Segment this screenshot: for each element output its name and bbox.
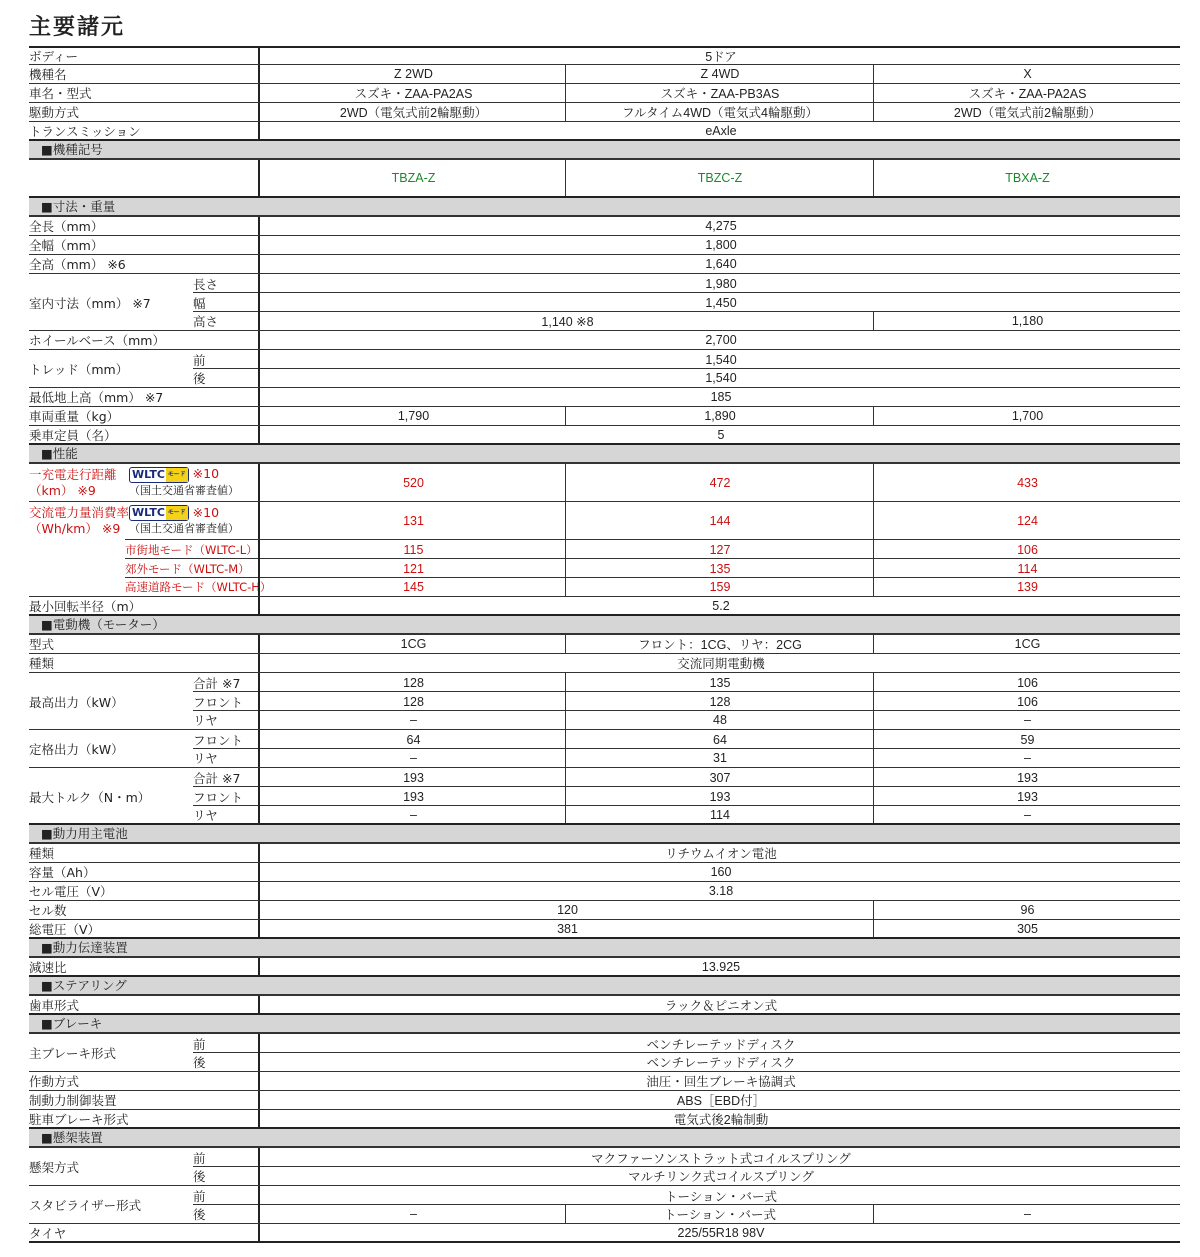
value-all: ABS［EBD付］ bbox=[258, 1091, 1182, 1109]
value-z4wd: 127 bbox=[565, 540, 874, 559]
row-type bbox=[29, 84, 1180, 103]
value-all: 1,540 bbox=[258, 350, 1182, 369]
row-label: 最小回転半径（m） bbox=[29, 598, 142, 614]
value-x: – bbox=[873, 1205, 1181, 1223]
group-label: 最大トルク（N・m） bbox=[29, 789, 151, 805]
section-title: ■ブレーキ bbox=[41, 1016, 103, 1031]
row-wheelbase bbox=[29, 331, 1180, 350]
row-label: 減速比 bbox=[29, 959, 67, 975]
section-header bbox=[29, 939, 1180, 958]
value-z2wd: 1CG bbox=[258, 635, 567, 653]
row-cells bbox=[29, 901, 1180, 920]
group-label: トレッド（mm） bbox=[29, 362, 129, 377]
row-label: 制動力制御装置 bbox=[29, 1093, 117, 1108]
section-title: ■懸架装置 bbox=[41, 1130, 103, 1145]
section-title: ■機種記号 bbox=[41, 142, 103, 157]
value-all: 5ドア bbox=[258, 48, 1182, 64]
value-z4wd: 128 bbox=[565, 692, 874, 711]
value-z4wd: 307 bbox=[565, 768, 874, 787]
row-max-output-total bbox=[29, 673, 1180, 692]
row-cell-voltage bbox=[29, 882, 1180, 901]
sub-label: フロント bbox=[193, 789, 244, 805]
row-label: 種類 bbox=[29, 656, 55, 671]
row-label: 全長（mm） bbox=[29, 219, 104, 234]
row-label: 機種名 bbox=[29, 67, 67, 82]
group-label: 懸架方式 bbox=[29, 1160, 80, 1175]
row-stabilizer-rear bbox=[29, 1205, 1180, 1224]
row-battery-capacity bbox=[29, 863, 1180, 882]
row-label: 型式 bbox=[29, 637, 55, 652]
value-z4wd: Z 4WD bbox=[565, 65, 874, 83]
value-all: マルチリンク式コイルスプリング bbox=[258, 1167, 1182, 1185]
value-z4wd: TBZC-Z bbox=[565, 160, 874, 196]
section-title: ■電動機（モーター） bbox=[41, 617, 165, 632]
row-label: 作動方式 bbox=[29, 1074, 80, 1089]
section-title: ■動力伝達装置 bbox=[41, 940, 128, 955]
value-z2wd: Z 2WD bbox=[258, 65, 567, 83]
row-brake-control bbox=[29, 1091, 1180, 1110]
value-z2wd: – bbox=[258, 806, 567, 823]
value-all: 1,450 bbox=[258, 293, 1182, 312]
value-z4wd: フルタイム4WD（電気式4輪駆動） bbox=[565, 103, 874, 121]
value-all: 225/55R18 98V bbox=[258, 1224, 1182, 1241]
row-label: 車名・型式 bbox=[29, 86, 92, 101]
row-brake-front bbox=[29, 1034, 1180, 1053]
wltc-mode-badge-icon bbox=[129, 467, 189, 483]
value-z4wd: 48 bbox=[565, 711, 874, 729]
sub-label: 後 bbox=[193, 371, 206, 386]
row-label: ボディー bbox=[29, 49, 79, 64]
value-all: 13.925 bbox=[258, 958, 1182, 975]
value-all: 4,275 bbox=[258, 217, 1182, 235]
section-title: ■性能 bbox=[41, 446, 78, 461]
row-label: セル数 bbox=[29, 903, 67, 918]
group-label: 主ブレーキ形式 bbox=[29, 1046, 117, 1061]
value-z2wd: – bbox=[258, 749, 567, 767]
row-label: 乗車定員（名） bbox=[29, 427, 117, 443]
wltc-mode-text: モード bbox=[166, 468, 188, 482]
value-x: 139 bbox=[873, 578, 1181, 596]
value-x: 1,180 bbox=[873, 312, 1181, 330]
sub-label: 合計 ※7 bbox=[193, 770, 241, 786]
value-all: ベンチレーテッドディスク bbox=[258, 1034, 1182, 1053]
page-title: 主要諸元 bbox=[29, 15, 126, 40]
value-x: 193 bbox=[873, 768, 1181, 787]
row-max-torque-rear bbox=[29, 806, 1180, 825]
row-motor-type bbox=[29, 635, 1180, 654]
row-length bbox=[29, 217, 1180, 236]
group-label: 定格出力（kW） bbox=[29, 742, 124, 757]
row-label: 総電圧（V） bbox=[29, 921, 101, 937]
perf-label-line1: 交流電力量消費率 bbox=[29, 505, 130, 520]
row-turning-radius bbox=[29, 597, 1180, 616]
row-battery-kind bbox=[29, 844, 1180, 863]
value-z2wd: スズキ・ZAA-PA2AS bbox=[258, 84, 567, 102]
row-label: 種類 bbox=[29, 846, 55, 861]
value-all: 1,980 bbox=[258, 274, 1182, 293]
value-all: トーション・バー式 bbox=[258, 1186, 1182, 1205]
sub-label: 前 bbox=[193, 1036, 206, 1052]
value-z2wd: 1,790 bbox=[258, 407, 567, 425]
sub-label: リヤ bbox=[193, 751, 218, 766]
value-all: 1,540 bbox=[258, 369, 1182, 387]
perf-label bbox=[29, 502, 130, 540]
section-header bbox=[29, 1015, 1180, 1034]
footnote-ref: ※10 bbox=[192, 504, 220, 520]
row-label: 最低地上高（mm） ※7 bbox=[29, 390, 164, 405]
value-all: リチウムイオン電池 bbox=[258, 844, 1182, 862]
value-x: 96 bbox=[873, 901, 1181, 919]
row-capacity bbox=[29, 426, 1180, 445]
row-weight bbox=[29, 407, 1180, 426]
value-z: 381 bbox=[258, 920, 875, 937]
value-z2wd: 193 bbox=[258, 768, 567, 787]
row-gear-type bbox=[29, 996, 1180, 1015]
row-label: 容量（Ah） bbox=[29, 865, 96, 880]
value-all: 185 bbox=[258, 388, 1182, 406]
value-z2wd: 128 bbox=[258, 692, 567, 711]
value-all: ベンチレーテッドディスク bbox=[258, 1053, 1182, 1071]
perf-label bbox=[29, 464, 127, 501]
row-mode-highway bbox=[29, 578, 1180, 597]
value-z2wd: 2WD（電気式前2輪駆動） bbox=[258, 103, 567, 121]
value-z4wd: 135 bbox=[565, 673, 874, 692]
sub-label: リヤ bbox=[193, 807, 218, 823]
wltc-sub-note: （国土交通省審査値） bbox=[129, 483, 239, 497]
value-z4wd: 114 bbox=[565, 806, 874, 823]
mode-label: 市街地モード（WLTC-L） bbox=[125, 542, 258, 557]
value-all: 2,700 bbox=[258, 331, 1182, 349]
value-all: 5 bbox=[258, 426, 1182, 443]
value-x: – bbox=[873, 711, 1181, 729]
section-header bbox=[29, 1129, 1180, 1148]
row-label: 歯車形式 bbox=[29, 997, 80, 1013]
value-z2wd: 520 bbox=[258, 464, 567, 501]
value-z2wd: 193 bbox=[258, 787, 567, 806]
section-header bbox=[29, 825, 1180, 844]
value-all: ラック＆ピニオン式 bbox=[258, 996, 1182, 1013]
row-max-output-rear bbox=[29, 711, 1180, 730]
row-consumption bbox=[29, 502, 1180, 540]
value-x: 106 bbox=[873, 692, 1181, 711]
mode-label: 高速道路モード（WLTC-H） bbox=[125, 580, 272, 594]
wltc-note bbox=[129, 464, 257, 501]
value-x: X bbox=[873, 65, 1181, 83]
sub-label: 後 bbox=[193, 1169, 206, 1184]
value-x: 2WD（電気式前2輪駆動） bbox=[873, 103, 1181, 121]
section-title: ■寸法・重量 bbox=[41, 199, 116, 214]
value-z4wd: 193 bbox=[565, 787, 874, 806]
value-z4wd: 1,890 bbox=[565, 407, 874, 425]
group-label: 室内寸法（mm） ※7 bbox=[29, 295, 151, 311]
section-title: ■ステアリング bbox=[41, 978, 127, 993]
sub-label: 後 bbox=[193, 1055, 206, 1070]
value-z2wd: 131 bbox=[258, 502, 567, 540]
row-total-voltage bbox=[29, 920, 1180, 939]
value-z2wd: – bbox=[258, 1205, 567, 1223]
row-interior-length bbox=[29, 274, 1180, 293]
value-z4wd: フロント：1CG、リヤ：2CG bbox=[565, 635, 874, 653]
value-z4wd: 31 bbox=[565, 749, 874, 767]
row-label: トランスミッション bbox=[29, 123, 141, 139]
sub-label: 高さ bbox=[193, 314, 219, 329]
row-label: 駆動方式 bbox=[29, 105, 80, 120]
row-height bbox=[29, 255, 1180, 274]
row-ground-clearance bbox=[29, 388, 1180, 407]
section-header bbox=[29, 198, 1180, 217]
row-model bbox=[29, 65, 1180, 84]
row-mode-city bbox=[29, 540, 1180, 559]
row-rated-output-front bbox=[29, 730, 1180, 749]
group-label: 最高出力（kW） bbox=[29, 694, 124, 710]
sub-label: リヤ bbox=[193, 713, 218, 728]
wltc-mode-badge-icon bbox=[129, 505, 189, 521]
section-header bbox=[29, 445, 1180, 464]
row-max-torque-front bbox=[29, 787, 1180, 806]
value-x: 124 bbox=[873, 502, 1181, 540]
row-suspension-front bbox=[29, 1148, 1180, 1167]
mode-label: 郊外モード（WLTC-M） bbox=[125, 561, 250, 576]
value-all: 油圧・回生ブレーキ協調式 bbox=[258, 1072, 1182, 1090]
value-x: スズキ・ZAA-PA2AS bbox=[873, 84, 1181, 102]
sub-label: 後 bbox=[193, 1207, 206, 1222]
value-all: eAxle bbox=[258, 122, 1182, 139]
row-stabilizer-front bbox=[29, 1186, 1180, 1205]
perf-label-line2: （Wh/km） ※9 bbox=[29, 521, 121, 536]
value-all: 3.18 bbox=[258, 882, 1182, 900]
row-tire bbox=[29, 1224, 1180, 1243]
value-z2wd: 115 bbox=[258, 540, 567, 559]
value-x: 433 bbox=[873, 464, 1181, 501]
value-x: 106 bbox=[873, 673, 1181, 692]
row-transmission bbox=[29, 122, 1180, 141]
value-z2wd: 64 bbox=[258, 730, 567, 749]
row-width bbox=[29, 236, 1180, 255]
section-header bbox=[29, 141, 1180, 160]
perf-label-line1: 一充電走行距離 bbox=[29, 466, 117, 482]
row-label: セル電圧（V） bbox=[29, 884, 113, 899]
value-x: 305 bbox=[873, 920, 1181, 937]
footnote-ref: ※10 bbox=[192, 466, 220, 482]
row-label: 全幅（mm） bbox=[29, 238, 104, 253]
wltc-line bbox=[129, 466, 219, 483]
value-x: 59 bbox=[873, 730, 1181, 749]
wltc-badge-text: WLTC bbox=[132, 506, 165, 520]
value-z2wd: 145 bbox=[258, 578, 567, 596]
row-tread-rear bbox=[29, 369, 1180, 388]
sub-label: 合計 ※7 bbox=[193, 675, 241, 691]
value-all: 160 bbox=[258, 863, 1182, 881]
value-x: TBXA-Z bbox=[873, 160, 1181, 196]
row-max-output-front bbox=[29, 692, 1180, 711]
row-range bbox=[29, 464, 1180, 502]
row-drive bbox=[29, 103, 1180, 122]
sub-label: 前 bbox=[193, 352, 206, 368]
sub-label: フロント bbox=[193, 694, 244, 710]
row-label: 駐車ブレーキ形式 bbox=[29, 1111, 129, 1127]
group-label: スタビライザー形式 bbox=[29, 1198, 142, 1213]
row-tread-front bbox=[29, 350, 1180, 369]
wltc-badge-text: WLTC bbox=[132, 467, 165, 481]
value-z2wd: – bbox=[258, 711, 567, 729]
wltc-sub-note: （国土交通省審査値） bbox=[129, 522, 239, 536]
row-model-code bbox=[29, 160, 1180, 198]
value-x: 114 bbox=[873, 559, 1181, 578]
row-max-torque-total bbox=[29, 768, 1180, 787]
sub-label: 長さ bbox=[193, 276, 219, 292]
value-z4wd: 135 bbox=[565, 559, 874, 578]
value-z2wd: TBZA-Z bbox=[258, 160, 567, 196]
row-motor-kind bbox=[29, 654, 1180, 673]
value-all: 電気式後2輪制動 bbox=[258, 1110, 1182, 1127]
value-x: 1,700 bbox=[873, 407, 1181, 425]
row-brake-operation bbox=[29, 1072, 1180, 1091]
value-z4wd: 64 bbox=[565, 730, 874, 749]
row-label: タイヤ bbox=[29, 1225, 67, 1241]
row-body bbox=[29, 46, 1180, 65]
value-z4wd: トーション・バー式 bbox=[565, 1205, 874, 1223]
value-all: マクファーソンストラット式コイルスプリング bbox=[258, 1148, 1182, 1167]
wltc-mode-text: モード bbox=[166, 506, 188, 520]
row-rated-output-rear bbox=[29, 749, 1180, 768]
section-title: ■動力用主電池 bbox=[41, 826, 128, 841]
value-z4wd: スズキ・ZAA-PB3AS bbox=[565, 84, 874, 102]
value-z4wd: 159 bbox=[565, 578, 874, 596]
row-label: 車両重量（kg） bbox=[29, 409, 120, 424]
value-all: 交流同期電動機 bbox=[258, 654, 1182, 672]
value-x: 193 bbox=[873, 787, 1181, 806]
value-z: 1,140 ※8 bbox=[258, 312, 875, 330]
perf-label-line2: （km） ※9 bbox=[29, 482, 96, 498]
row-mode-suburban bbox=[29, 559, 1180, 578]
value-z4wd: 144 bbox=[565, 502, 874, 540]
row-brake-rear bbox=[29, 1053, 1180, 1072]
row-interior-height bbox=[29, 312, 1180, 331]
row-interior-width bbox=[29, 293, 1180, 312]
value-all: 1,640 bbox=[258, 255, 1182, 273]
wltc-note bbox=[129, 502, 257, 540]
value-z2wd: 128 bbox=[258, 673, 567, 692]
sub-label: フロント bbox=[193, 732, 244, 748]
row-label: ホイールベース（mm） bbox=[29, 333, 165, 348]
value-x: – bbox=[873, 806, 1181, 823]
value-x: 106 bbox=[873, 540, 1181, 559]
value-z: 120 bbox=[258, 901, 875, 919]
value-z4wd: 472 bbox=[565, 464, 874, 501]
row-parking-brake bbox=[29, 1110, 1180, 1129]
section-header bbox=[29, 616, 1180, 635]
sub-label: 前 bbox=[193, 1150, 206, 1166]
row-label: 全高（mm） ※6 bbox=[29, 257, 126, 272]
wltc-line bbox=[129, 505, 219, 522]
sub-label: 幅 bbox=[193, 295, 206, 311]
value-all: 5.2 bbox=[258, 597, 1182, 614]
sub-label: 前 bbox=[193, 1188, 206, 1204]
row-suspension-rear bbox=[29, 1167, 1180, 1186]
value-z2wd: 121 bbox=[258, 559, 567, 578]
value-x: 1CG bbox=[873, 635, 1181, 653]
section-header bbox=[29, 977, 1180, 996]
row-reduction-ratio bbox=[29, 958, 1180, 977]
value-x: – bbox=[873, 749, 1181, 767]
value-all: 1,800 bbox=[258, 236, 1182, 254]
